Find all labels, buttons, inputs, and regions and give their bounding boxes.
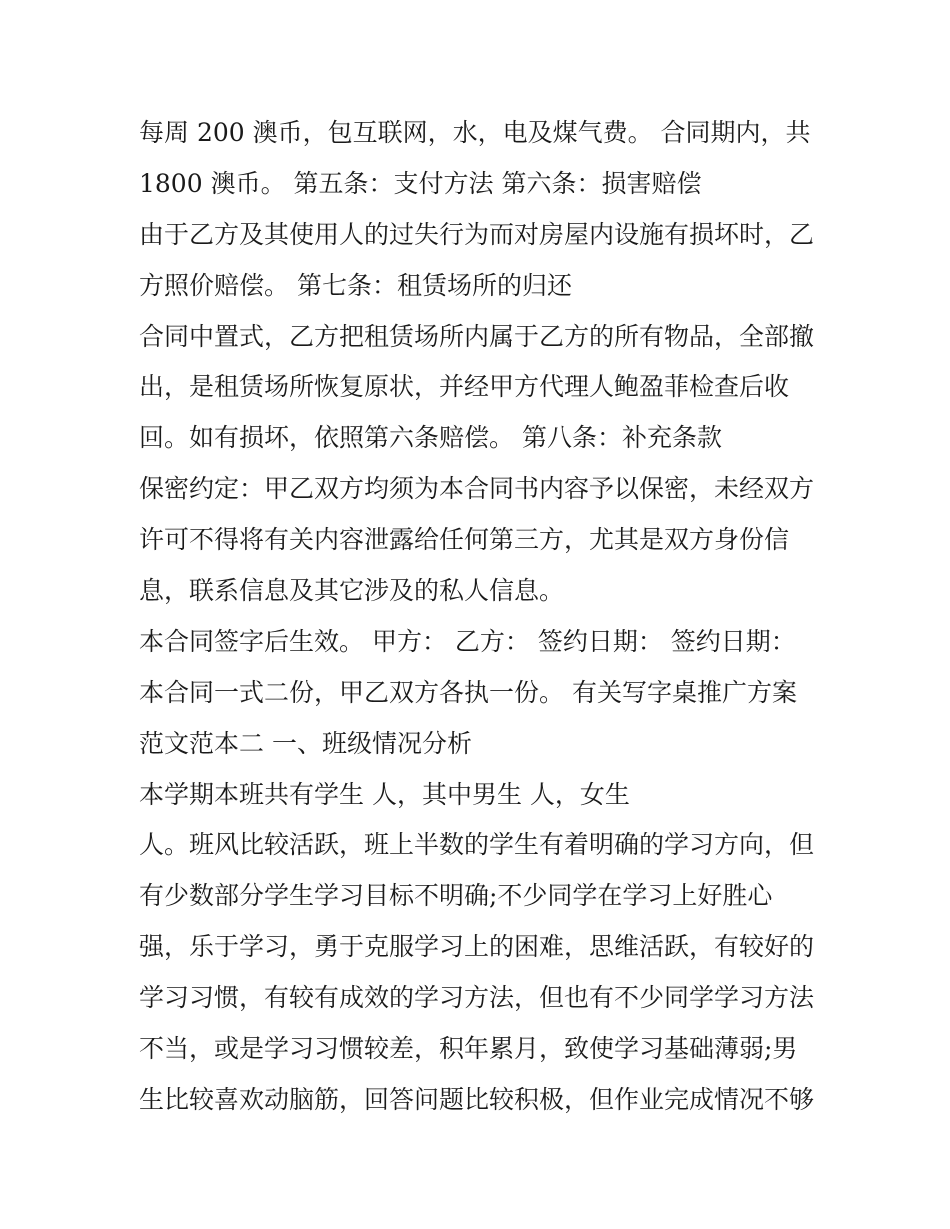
- text-line: 由于乙方及其使用人的过失行为而对房屋内设施有损坏时，乙: [139, 219, 815, 249]
- text-line: 方照价赔偿。 第七条：租赁场所的归还: [139, 270, 572, 300]
- text-line: 出，是租赁场所恢复原状，并经甲方代理人鲍盈菲检查后收: [139, 372, 790, 402]
- text-line: 息，联系信息及其它涉及的私人信息。: [139, 576, 565, 606]
- text-line: 1800 澳币。 第五条：支付方法 第六条：损害赔偿: [139, 168, 702, 198]
- text-line: 本合同签字后生效。 甲方： 乙方： 签约日期： 签约日期：: [139, 626, 796, 656]
- text-line: 许可不得将有关内容泄露给任何第三方，尤其是双方身份信: [139, 525, 790, 555]
- text-line: 每周 200 澳币，包互联网，水，电及煤气费。 合同期内，共: [139, 118, 811, 147]
- text-line: 保密约定：甲乙双方均须为本合同书内容予以保密，未经双方: [139, 474, 815, 504]
- text-line: 本合同一式二份，甲乙双方各执一份。 有关写字桌推广方案: [139, 677, 797, 707]
- text-line: 合同中置式，乙方把租赁场所内属于乙方的所有物品，全部撤: [139, 321, 815, 351]
- text-line: 学习习惯，有较有成效的学习方法，但也有不少同学学习方法: [139, 983, 815, 1013]
- text-line: 回。如有损坏，依照第六条赔偿。 第八条：补充条款: [139, 423, 722, 453]
- text-line: 有少数部分学生学习目标不明确;不少同学在学习上好胜心: [139, 881, 773, 911]
- text-line: 强，乐于学习，勇于克服学习上的困难，思维活跃，有较好的: [139, 932, 815, 962]
- text-line: 不当，或是学习习惯较差，积年累月，致使学习基础薄弱;男: [139, 1034, 798, 1064]
- text-line: 范文范本二 一、班级情况分析: [139, 728, 472, 758]
- text-line: 生比较喜欢动脑筋，回答问题比较积极，但作业完成情况不够: [139, 1084, 815, 1114]
- text-line: 本学期本班共有学生 人，其中男生 人，女生: [139, 779, 630, 809]
- text-line: 人。班风比较活跃，班上半数的学生有着明确的学习方向，但: [139, 830, 815, 860]
- document-body: [139, 108, 819, 1126]
